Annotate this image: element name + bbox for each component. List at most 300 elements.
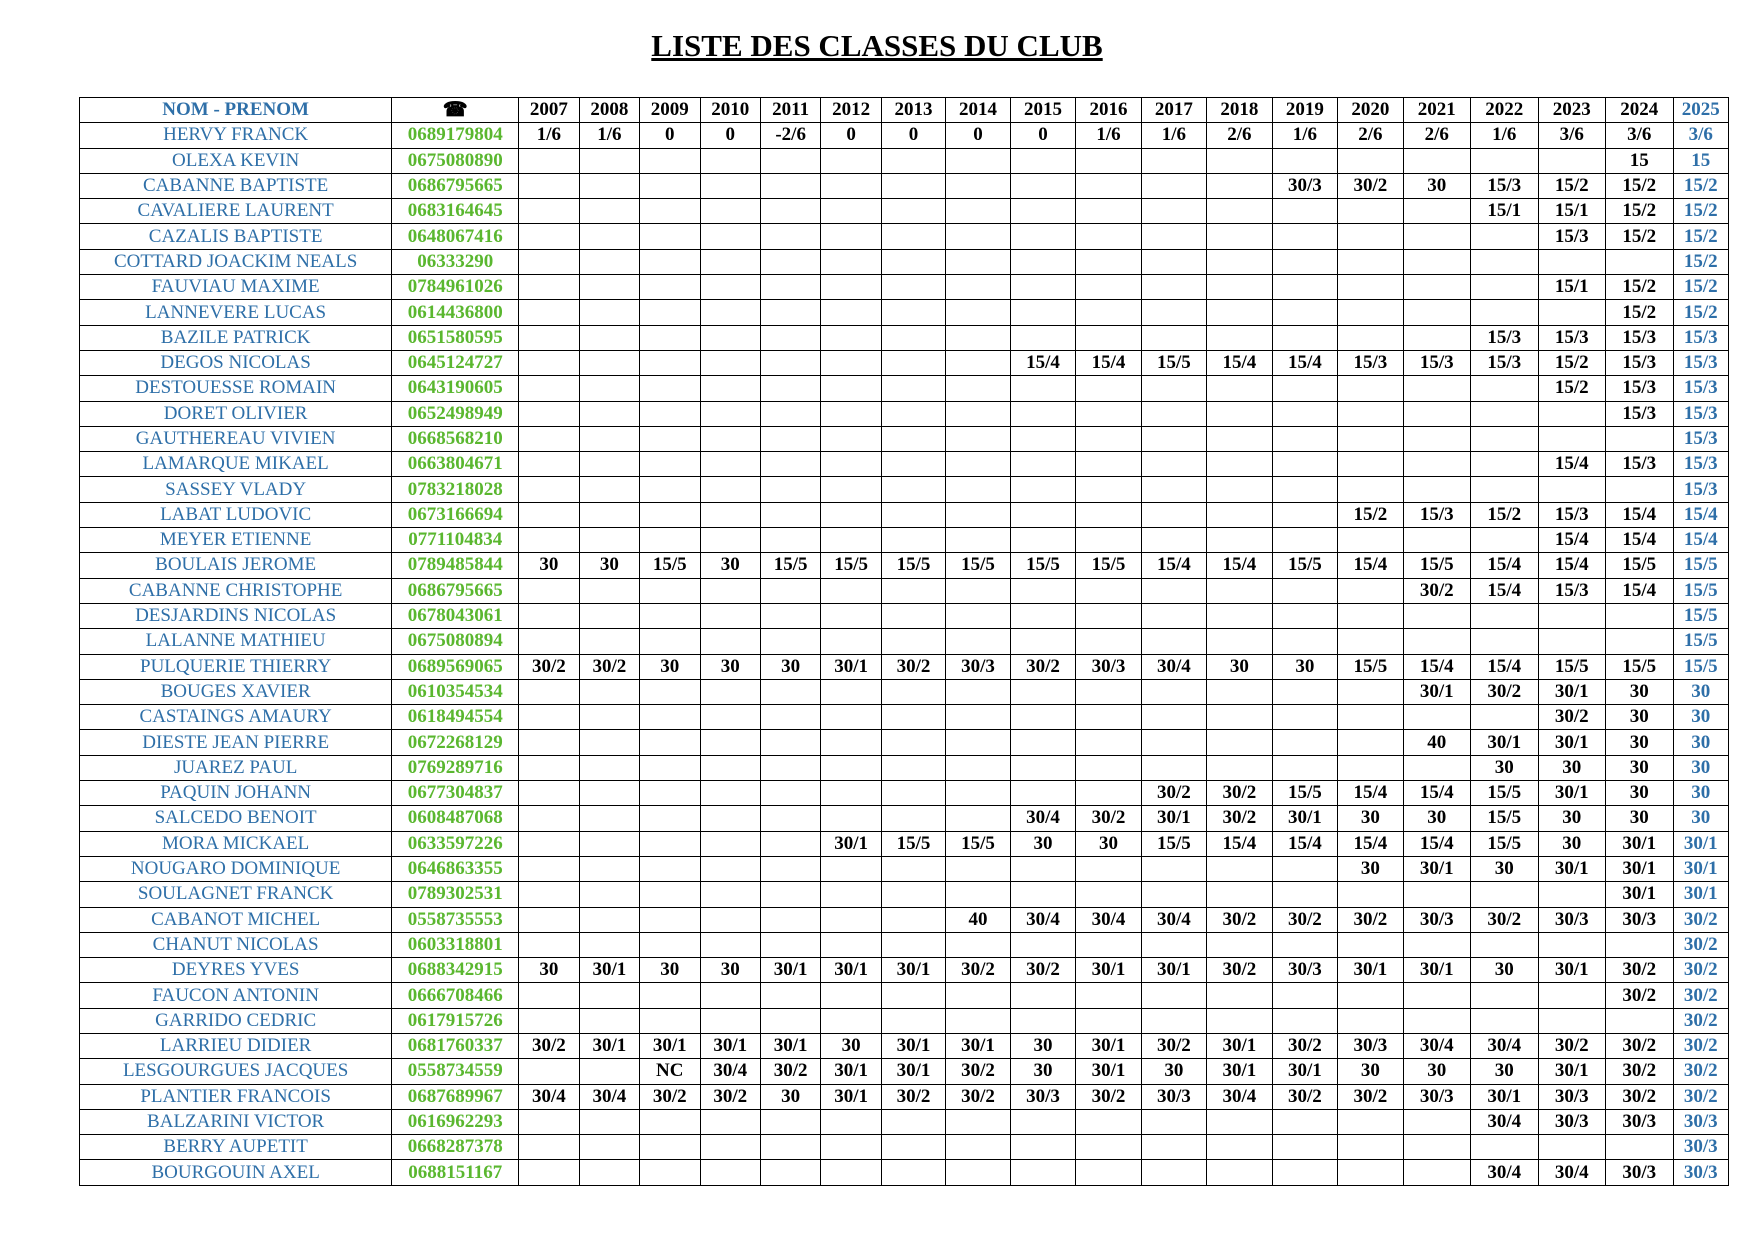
rank-cell-2021 bbox=[1403, 401, 1470, 426]
rank-cell-2007 bbox=[519, 275, 579, 300]
player-name: PULQUERIE THIERRY bbox=[80, 654, 392, 679]
rank-cell-2007 bbox=[519, 426, 579, 451]
rank-cell-2023: 15/5 bbox=[1538, 654, 1605, 679]
table-row bbox=[80, 477, 1729, 502]
rank-cell-2021: 40 bbox=[1403, 730, 1470, 755]
rank-cell-2008 bbox=[579, 1109, 639, 1134]
rank-cell-2013 bbox=[881, 1135, 945, 1160]
rank-cell-2009: NC bbox=[640, 1059, 700, 1084]
rank-cell-2015 bbox=[1010, 275, 1075, 300]
rank-cell-2022 bbox=[1471, 426, 1538, 451]
rank-cell-2008 bbox=[579, 452, 639, 477]
player-name: DIESTE JEAN PIERRE bbox=[80, 730, 392, 755]
table-row bbox=[80, 275, 1729, 300]
rank-cell-2020: 30 bbox=[1338, 856, 1403, 881]
rank-cell-2012 bbox=[821, 629, 881, 654]
rank-cell-2019 bbox=[1272, 882, 1337, 907]
rank-cell-2020 bbox=[1338, 603, 1403, 628]
rank-cell-2019: 15/4 bbox=[1272, 831, 1337, 856]
rank-cell-2009 bbox=[640, 1008, 700, 1033]
rank-cell-2023 bbox=[1538, 300, 1605, 325]
rank-cell-2018 bbox=[1207, 856, 1272, 881]
rank-cell-2023: 30/2 bbox=[1538, 705, 1605, 730]
year-header-2020: 2020 bbox=[1338, 98, 1403, 123]
rank-cell-2012 bbox=[821, 426, 881, 451]
table-row bbox=[80, 781, 1729, 806]
player-name: LANNEVERE LUCAS bbox=[80, 300, 392, 325]
table-row bbox=[80, 1008, 1729, 1033]
player-phone: 0610354534 bbox=[392, 679, 519, 704]
rank-cell-2017 bbox=[1141, 1160, 1206, 1185]
player-name: PAQUIN JOHANN bbox=[80, 781, 392, 806]
rank-cell-2007 bbox=[519, 730, 579, 755]
rank-cell-2019 bbox=[1272, 325, 1337, 350]
rank-cell-2011: 30 bbox=[760, 654, 820, 679]
rank-cell-2010 bbox=[700, 452, 760, 477]
rank-cell-2019: 15/4 bbox=[1272, 350, 1337, 375]
player-phone: 0686795665 bbox=[392, 173, 519, 198]
rank-cell-2011 bbox=[760, 856, 820, 881]
rank-cell-2013 bbox=[881, 275, 945, 300]
rank-cell-2025: 30/2 bbox=[1673, 1033, 1729, 1058]
rank-cell-2021: 15/3 bbox=[1403, 350, 1470, 375]
player-phone: 0614436800 bbox=[392, 300, 519, 325]
rank-cell-2018 bbox=[1207, 755, 1272, 780]
rank-cell-2019 bbox=[1272, 578, 1337, 603]
rank-cell-2014 bbox=[946, 275, 1010, 300]
rank-cell-2023 bbox=[1538, 477, 1605, 502]
rank-cell-2007 bbox=[519, 856, 579, 881]
rank-cell-2019 bbox=[1272, 679, 1337, 704]
rank-cell-2010 bbox=[700, 325, 760, 350]
rank-cell-2014 bbox=[946, 1008, 1010, 1033]
player-name: HERVY FRANCK bbox=[80, 123, 392, 148]
rank-cell-2016 bbox=[1076, 528, 1141, 553]
rank-cell-2018 bbox=[1207, 578, 1272, 603]
rank-cell-2010 bbox=[700, 831, 760, 856]
rank-cell-2011 bbox=[760, 452, 820, 477]
rank-cell-2014 bbox=[946, 932, 1010, 957]
rank-cell-2013 bbox=[881, 705, 945, 730]
rank-cell-2025: 15/5 bbox=[1673, 603, 1729, 628]
rank-cell-2014: 40 bbox=[946, 907, 1010, 932]
rank-cell-2010: 30/1 bbox=[700, 1033, 760, 1058]
rank-cell-2015 bbox=[1010, 705, 1075, 730]
rank-cell-2013 bbox=[881, 882, 945, 907]
rank-cell-2017 bbox=[1141, 679, 1206, 704]
player-name: CABANNE CHRISTOPHE bbox=[80, 578, 392, 603]
player-name: CHANUT NICOLAS bbox=[80, 932, 392, 957]
table-row bbox=[80, 806, 1729, 831]
rank-cell-2022 bbox=[1471, 148, 1538, 173]
rank-cell-2024: 15/4 bbox=[1606, 528, 1673, 553]
rank-cell-2015: 0 bbox=[1010, 123, 1075, 148]
rank-cell-2007 bbox=[519, 806, 579, 831]
rank-cell-2020 bbox=[1338, 300, 1403, 325]
rank-cell-2015: 30 bbox=[1010, 1033, 1075, 1058]
rank-cell-2024: 15/3 bbox=[1606, 325, 1673, 350]
rank-cell-2016 bbox=[1076, 426, 1141, 451]
rank-cell-2020: 30/3 bbox=[1338, 1033, 1403, 1058]
player-phone: 0687689967 bbox=[392, 1084, 519, 1109]
rank-cell-2011: 30 bbox=[760, 1084, 820, 1109]
table-row bbox=[80, 679, 1729, 704]
rank-cell-2023: 30/1 bbox=[1538, 958, 1605, 983]
rank-cell-2018 bbox=[1207, 477, 1272, 502]
rank-cell-2017: 30/3 bbox=[1141, 1084, 1206, 1109]
rank-cell-2010 bbox=[700, 932, 760, 957]
rank-cell-2020 bbox=[1338, 755, 1403, 780]
rank-cell-2012 bbox=[821, 528, 881, 553]
rank-cell-2015 bbox=[1010, 376, 1075, 401]
rank-cell-2012 bbox=[821, 806, 881, 831]
rank-cell-2016: 30/1 bbox=[1076, 1033, 1141, 1058]
rank-cell-2008: 30 bbox=[579, 553, 639, 578]
rank-cell-2025: 15/3 bbox=[1673, 401, 1729, 426]
rank-cell-2019: 30/3 bbox=[1272, 958, 1337, 983]
rank-cell-2008 bbox=[579, 603, 639, 628]
rank-cell-2013 bbox=[881, 148, 945, 173]
rank-cell-2009 bbox=[640, 882, 700, 907]
rank-cell-2010: 0 bbox=[700, 123, 760, 148]
rank-cell-2025: 15/3 bbox=[1673, 376, 1729, 401]
rank-cell-2021 bbox=[1403, 300, 1470, 325]
player-name: MEYER ETIENNE bbox=[80, 528, 392, 553]
rank-cell-2025: 15/2 bbox=[1673, 300, 1729, 325]
rank-cell-2007: 30 bbox=[519, 958, 579, 983]
table-row bbox=[80, 578, 1729, 603]
rank-cell-2025: 15 bbox=[1673, 148, 1729, 173]
rank-cell-2022 bbox=[1471, 376, 1538, 401]
rank-cell-2019 bbox=[1272, 856, 1337, 881]
rank-cell-2010 bbox=[700, 1160, 760, 1185]
rank-cell-2016 bbox=[1076, 578, 1141, 603]
rank-cell-2015: 15/4 bbox=[1010, 350, 1075, 375]
rank-cell-2025: 15/3 bbox=[1673, 350, 1729, 375]
rank-cell-2011 bbox=[760, 173, 820, 198]
year-header-2015: 2015 bbox=[1010, 98, 1075, 123]
rank-cell-2014 bbox=[946, 755, 1010, 780]
rank-cell-2015 bbox=[1010, 679, 1075, 704]
rank-cell-2009 bbox=[640, 1160, 700, 1185]
rank-cell-2015 bbox=[1010, 224, 1075, 249]
rank-cell-2013 bbox=[881, 173, 945, 198]
rank-cell-2018 bbox=[1207, 325, 1272, 350]
rank-cell-2010 bbox=[700, 603, 760, 628]
table-row bbox=[80, 755, 1729, 780]
rank-cell-2012 bbox=[821, 755, 881, 780]
rank-cell-2013 bbox=[881, 856, 945, 881]
rank-cell-2007 bbox=[519, 199, 579, 224]
rank-cell-2007 bbox=[519, 300, 579, 325]
rank-cell-2017 bbox=[1141, 578, 1206, 603]
rank-cell-2020 bbox=[1338, 401, 1403, 426]
player-phone: 0608487068 bbox=[392, 806, 519, 831]
player-phone: 0789302531 bbox=[392, 882, 519, 907]
rank-cell-2024: 30/2 bbox=[1606, 1084, 1673, 1109]
rank-cell-2013 bbox=[881, 224, 945, 249]
rank-cell-2019 bbox=[1272, 401, 1337, 426]
rank-cell-2018: 30/2 bbox=[1207, 781, 1272, 806]
year-header-2024: 2024 bbox=[1606, 98, 1673, 123]
rank-cell-2020: 30 bbox=[1338, 806, 1403, 831]
rank-cell-2017 bbox=[1141, 502, 1206, 527]
rank-cell-2008 bbox=[579, 629, 639, 654]
table-row bbox=[80, 553, 1729, 578]
rank-cell-2011 bbox=[760, 477, 820, 502]
rank-cell-2012 bbox=[821, 376, 881, 401]
rank-cell-2015 bbox=[1010, 528, 1075, 553]
rank-cell-2007 bbox=[519, 528, 579, 553]
rank-cell-2014 bbox=[946, 528, 1010, 553]
rank-cell-2021: 15/4 bbox=[1403, 781, 1470, 806]
rank-cell-2020: 15/4 bbox=[1338, 781, 1403, 806]
rank-cell-2016 bbox=[1076, 755, 1141, 780]
rank-cell-2011 bbox=[760, 300, 820, 325]
rank-cell-2018 bbox=[1207, 603, 1272, 628]
rank-cell-2025: 15/2 bbox=[1673, 173, 1729, 198]
rank-cell-2011 bbox=[760, 781, 820, 806]
rank-cell-2015 bbox=[1010, 1109, 1075, 1134]
rank-cell-2023: 15/4 bbox=[1538, 452, 1605, 477]
rank-cell-2018 bbox=[1207, 1008, 1272, 1033]
rank-cell-2017 bbox=[1141, 730, 1206, 755]
rank-cell-2014 bbox=[946, 1135, 1010, 1160]
rank-cell-2022: 30/4 bbox=[1471, 1160, 1538, 1185]
rank-cell-2021 bbox=[1403, 1135, 1470, 1160]
rank-cell-2020 bbox=[1338, 1109, 1403, 1134]
rank-cell-2021: 30/3 bbox=[1403, 907, 1470, 932]
rank-cell-2012 bbox=[821, 275, 881, 300]
rank-cell-2012 bbox=[821, 199, 881, 224]
rank-cell-2008 bbox=[579, 199, 639, 224]
table-row bbox=[80, 856, 1729, 881]
rank-cell-2015: 30 bbox=[1010, 831, 1075, 856]
rank-cell-2008: 30/1 bbox=[579, 958, 639, 983]
player-phone: 0666708466 bbox=[392, 983, 519, 1008]
player-name: FAUCON ANTONIN bbox=[80, 983, 392, 1008]
rank-cell-2023: 30 bbox=[1538, 806, 1605, 831]
rank-cell-2011 bbox=[760, 1109, 820, 1134]
rank-cell-2016: 30/4 bbox=[1076, 907, 1141, 932]
rank-cell-2025: 15/5 bbox=[1673, 654, 1729, 679]
rank-cell-2021 bbox=[1403, 629, 1470, 654]
rank-cell-2011 bbox=[760, 426, 820, 451]
rank-cell-2014: 30/2 bbox=[946, 1084, 1010, 1109]
player-phone: 0783218028 bbox=[392, 477, 519, 502]
rank-cell-2022: 30/4 bbox=[1471, 1033, 1538, 1058]
rank-cell-2021 bbox=[1403, 249, 1470, 274]
rank-cell-2023 bbox=[1538, 629, 1605, 654]
rank-cell-2011 bbox=[760, 1008, 820, 1033]
rank-cell-2019 bbox=[1272, 249, 1337, 274]
rank-cell-2008 bbox=[579, 679, 639, 704]
rank-cell-2008: 1/6 bbox=[579, 123, 639, 148]
rank-cell-2023: 15/1 bbox=[1538, 275, 1605, 300]
rank-cell-2009: 30/2 bbox=[640, 1084, 700, 1109]
rank-cell-2010 bbox=[700, 882, 760, 907]
rank-cell-2021 bbox=[1403, 275, 1470, 300]
rank-cell-2015 bbox=[1010, 882, 1075, 907]
rank-cell-2007 bbox=[519, 1135, 579, 1160]
rank-cell-2022: 15/5 bbox=[1471, 806, 1538, 831]
rank-cell-2025: 15/3 bbox=[1673, 477, 1729, 502]
rank-cell-2019 bbox=[1272, 275, 1337, 300]
table-row bbox=[80, 426, 1729, 451]
rank-cell-2024 bbox=[1606, 426, 1673, 451]
rank-cell-2023 bbox=[1538, 882, 1605, 907]
rank-cell-2014: 30/3 bbox=[946, 654, 1010, 679]
rank-cell-2017 bbox=[1141, 300, 1206, 325]
rank-cell-2017 bbox=[1141, 477, 1206, 502]
player-name: CABANNE BAPTISTE bbox=[80, 173, 392, 198]
player-name: GARRIDO CEDRIC bbox=[80, 1008, 392, 1033]
rank-cell-2022 bbox=[1471, 224, 1538, 249]
rank-cell-2010 bbox=[700, 350, 760, 375]
rank-cell-2014: 15/5 bbox=[946, 831, 1010, 856]
rank-cell-2023 bbox=[1538, 401, 1605, 426]
rank-cell-2018 bbox=[1207, 401, 1272, 426]
rank-cell-2010 bbox=[700, 578, 760, 603]
rank-cell-2008: 30/1 bbox=[579, 1033, 639, 1058]
table-row bbox=[80, 199, 1729, 224]
table-row bbox=[80, 730, 1729, 755]
rank-cell-2008 bbox=[579, 856, 639, 881]
rank-cell-2019 bbox=[1272, 1109, 1337, 1134]
rank-cell-2012: 30/1 bbox=[821, 1084, 881, 1109]
rank-cell-2012 bbox=[821, 401, 881, 426]
rank-cell-2013 bbox=[881, 907, 945, 932]
player-phone: 0603318801 bbox=[392, 932, 519, 957]
rank-cell-2015 bbox=[1010, 932, 1075, 957]
rank-cell-2014 bbox=[946, 426, 1010, 451]
rank-cell-2021: 30/3 bbox=[1403, 1084, 1470, 1109]
rank-cell-2012 bbox=[821, 882, 881, 907]
rank-cell-2010: 30 bbox=[700, 958, 760, 983]
rank-cell-2022 bbox=[1471, 249, 1538, 274]
rank-cell-2010 bbox=[700, 1135, 760, 1160]
rank-cell-2010: 30/4 bbox=[700, 1059, 760, 1084]
rank-cell-2010 bbox=[700, 528, 760, 553]
rank-cell-2008 bbox=[579, 528, 639, 553]
rank-cell-2017 bbox=[1141, 1135, 1206, 1160]
rank-cell-2022: 1/6 bbox=[1471, 123, 1538, 148]
rank-cell-2012 bbox=[821, 730, 881, 755]
rank-cell-2007 bbox=[519, 629, 579, 654]
rank-cell-2023: 30/3 bbox=[1538, 907, 1605, 932]
rank-cell-2011 bbox=[760, 528, 820, 553]
rank-cell-2022 bbox=[1471, 705, 1538, 730]
rank-cell-2022: 15/5 bbox=[1471, 781, 1538, 806]
rank-cell-2019: 30/1 bbox=[1272, 806, 1337, 831]
rank-cell-2010 bbox=[700, 781, 760, 806]
rank-cell-2011: 30/2 bbox=[760, 1059, 820, 1084]
rank-cell-2009 bbox=[640, 224, 700, 249]
player-phone: 0672268129 bbox=[392, 730, 519, 755]
rank-cell-2008 bbox=[579, 249, 639, 274]
table-row bbox=[80, 932, 1729, 957]
player-phone: 0677304837 bbox=[392, 781, 519, 806]
rank-cell-2023 bbox=[1538, 1008, 1605, 1033]
rank-cell-2018: 30/2 bbox=[1207, 907, 1272, 932]
player-name: DESTOUESSE ROMAIN bbox=[80, 376, 392, 401]
rank-cell-2011 bbox=[760, 629, 820, 654]
rank-cell-2018 bbox=[1207, 629, 1272, 654]
rank-cell-2011: 30/1 bbox=[760, 1033, 820, 1058]
rank-cell-2025: 15/3 bbox=[1673, 426, 1729, 451]
rank-cell-2024: 30/2 bbox=[1606, 983, 1673, 1008]
rank-cell-2022: 30 bbox=[1471, 856, 1538, 881]
table-row bbox=[80, 123, 1729, 148]
rank-cell-2018: 30/1 bbox=[1207, 1059, 1272, 1084]
year-header-2022: 2022 bbox=[1471, 98, 1538, 123]
year-header-2007: 2007 bbox=[519, 98, 579, 123]
rank-cell-2022: 15/4 bbox=[1471, 654, 1538, 679]
rank-cell-2025: 15/2 bbox=[1673, 275, 1729, 300]
rank-cell-2012 bbox=[821, 249, 881, 274]
table-row bbox=[80, 376, 1729, 401]
rank-cell-2024: 15/4 bbox=[1606, 502, 1673, 527]
rank-cell-2007 bbox=[519, 1008, 579, 1033]
rank-cell-2020 bbox=[1338, 376, 1403, 401]
rank-cell-2025: 15/2 bbox=[1673, 224, 1729, 249]
rank-cell-2016 bbox=[1076, 1135, 1141, 1160]
rank-cell-2020 bbox=[1338, 1135, 1403, 1160]
table-row bbox=[80, 705, 1729, 730]
rank-cell-2009 bbox=[640, 325, 700, 350]
rank-cell-2022 bbox=[1471, 932, 1538, 957]
rank-cell-2007 bbox=[519, 831, 579, 856]
rank-cell-2010 bbox=[700, 679, 760, 704]
rank-cell-2009 bbox=[640, 249, 700, 274]
rank-cell-2019 bbox=[1272, 376, 1337, 401]
rank-cell-2018 bbox=[1207, 1109, 1272, 1134]
rank-cell-2014 bbox=[946, 679, 1010, 704]
rank-cell-2017: 30 bbox=[1141, 1059, 1206, 1084]
rank-cell-2017 bbox=[1141, 705, 1206, 730]
rank-cell-2018 bbox=[1207, 148, 1272, 173]
rank-cell-2024: 15/3 bbox=[1606, 452, 1673, 477]
rank-cell-2014: 30/2 bbox=[946, 958, 1010, 983]
rank-cell-2020 bbox=[1338, 224, 1403, 249]
rank-cell-2022: 30/4 bbox=[1471, 1109, 1538, 1134]
rank-cell-2022 bbox=[1471, 882, 1538, 907]
rank-cell-2016: 30/2 bbox=[1076, 1084, 1141, 1109]
rank-cell-2008 bbox=[579, 1135, 639, 1160]
rank-cell-2019 bbox=[1272, 300, 1337, 325]
rank-cell-2015 bbox=[1010, 452, 1075, 477]
rank-cell-2011 bbox=[760, 325, 820, 350]
rank-cell-2014 bbox=[946, 1109, 1010, 1134]
rank-cell-2012: 30/1 bbox=[821, 1059, 881, 1084]
rank-cell-2015 bbox=[1010, 983, 1075, 1008]
rank-cell-2012 bbox=[821, 300, 881, 325]
page-title: LISTE DES CLASSES DU CLUB bbox=[651, 28, 1103, 63]
table-row bbox=[80, 1033, 1729, 1058]
player-phone: 0688151167 bbox=[392, 1160, 519, 1185]
rank-cell-2009 bbox=[640, 350, 700, 375]
rank-cell-2008 bbox=[579, 705, 639, 730]
rank-cell-2007 bbox=[519, 578, 579, 603]
rank-cell-2019 bbox=[1272, 755, 1337, 780]
rank-cell-2018 bbox=[1207, 502, 1272, 527]
rank-cell-2009 bbox=[640, 199, 700, 224]
rank-cell-2020 bbox=[1338, 1008, 1403, 1033]
rank-cell-2013: 0 bbox=[881, 123, 945, 148]
rank-cell-2011: 30/1 bbox=[760, 958, 820, 983]
rank-cell-2012 bbox=[821, 983, 881, 1008]
rank-cell-2009: 15/5 bbox=[640, 553, 700, 578]
